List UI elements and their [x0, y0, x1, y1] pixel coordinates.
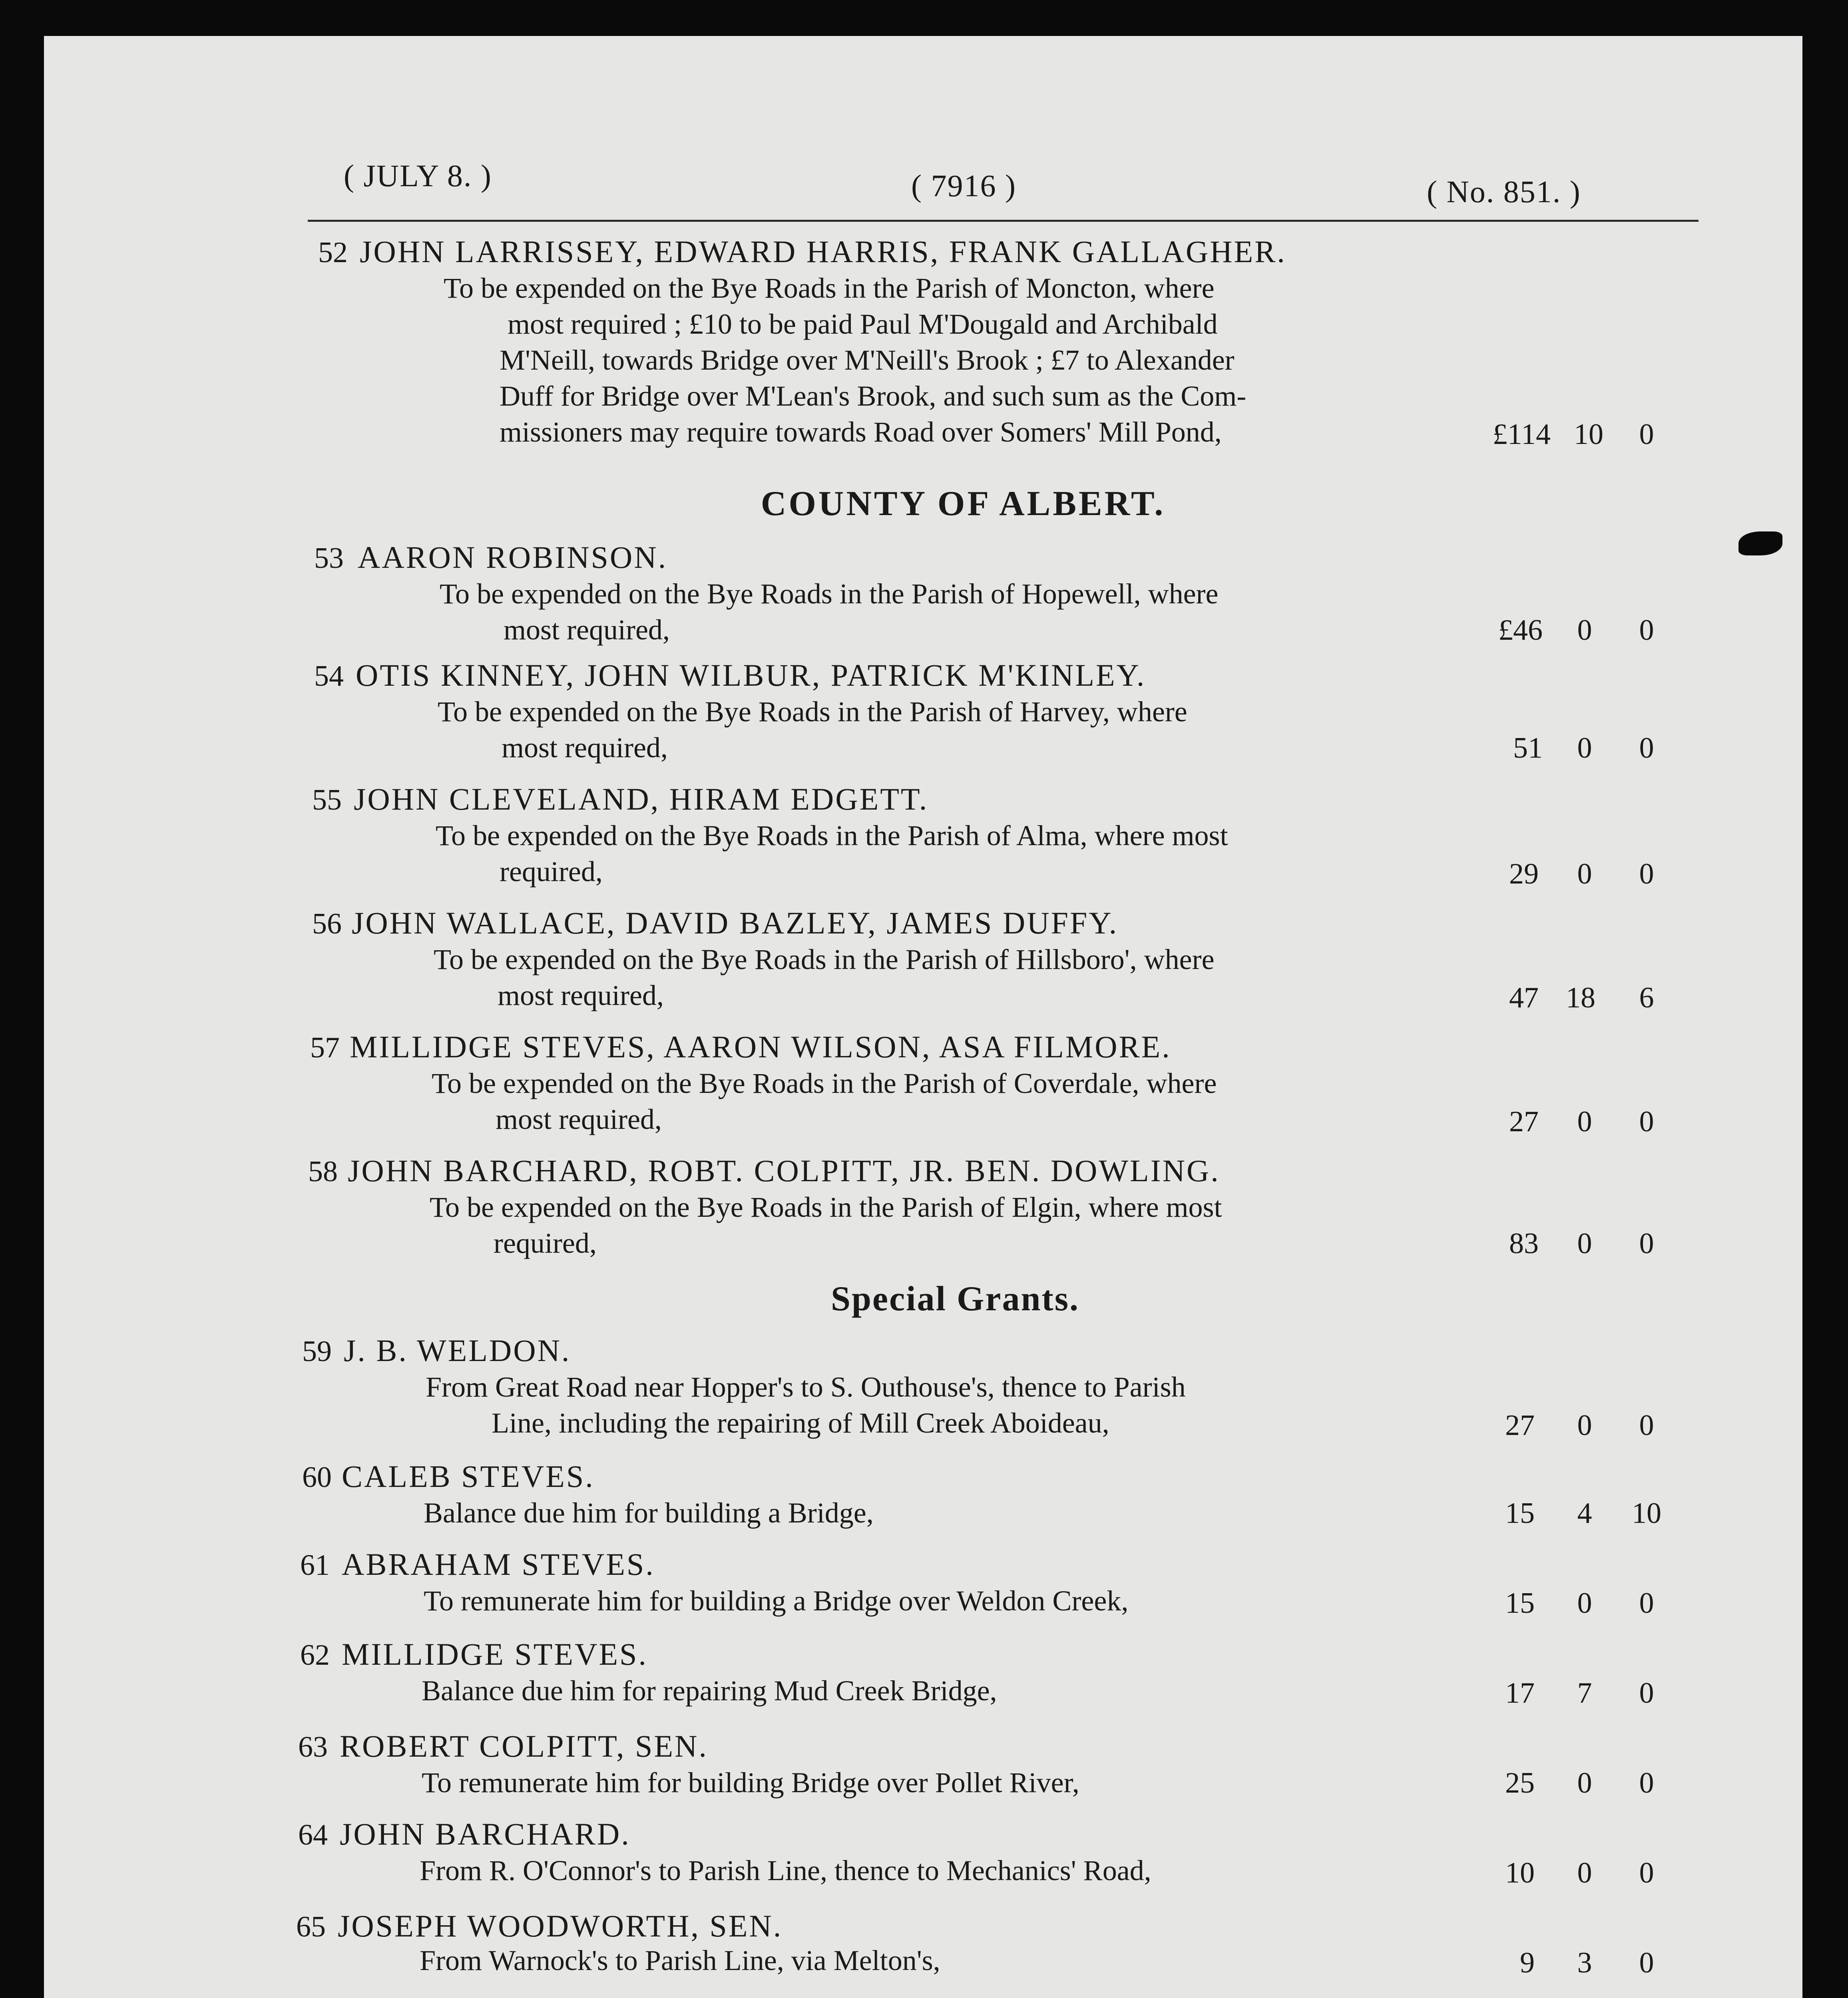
entry-description-line: Balance due him for building a Bridge,: [424, 1497, 874, 1529]
entry-description-line: Duff for Bridge over M'Lean's Brook, and such sum as the Com-: [500, 380, 1247, 412]
gazette-page: [44, 36, 1802, 1998]
entry-number: 52: [318, 236, 348, 269]
entry-description-line: required,: [500, 856, 603, 888]
entry-number: 59: [302, 1335, 332, 1368]
amount-pence: 0: [1639, 1409, 1654, 1442]
amount-pence: 0: [1639, 1227, 1654, 1260]
amount-pounds: £46: [1498, 614, 1543, 647]
entry-number: 57: [310, 1031, 340, 1064]
amount-pounds: 51: [1513, 732, 1543, 764]
entry-description-line: To remunerate him for building Bridge over Pollet River,: [422, 1767, 1079, 1799]
entry-description-line: To be expended on the Bye Roads in the Parish of Alma, where most: [436, 820, 1228, 852]
entry-names: JOHN LARRISSEY, EDWARD HARRIS, FRANK GALLAGHER.: [360, 234, 1286, 269]
amount-pence: 0: [1639, 1857, 1654, 1889]
amount-shillings: 0: [1577, 1767, 1592, 1799]
entry-description-line: To be expended on the Bye Roads in the Parish of Hillsboro', where: [434, 943, 1215, 975]
amount-shillings: 3: [1577, 1946, 1592, 1979]
amount-pounds: 83: [1509, 1227, 1539, 1260]
amount-shillings: 0: [1577, 858, 1592, 890]
entry-names: ABRAHAM STEVES.: [342, 1547, 655, 1582]
entry-description-line: most required,: [498, 979, 664, 1011]
entry-description-line: Balance due him for repairing Mud Creek Bridge,: [422, 1675, 997, 1707]
entry-names: AARON ROBINSON.: [358, 540, 668, 575]
entry-names: JOHN BARCHARD, ROBT. COLPITT, JR. BEN. DOWLING.: [348, 1153, 1220, 1188]
amount-pence: 0: [1639, 1677, 1654, 1709]
entry-number: 53: [314, 542, 344, 575]
amount-pounds: 27: [1509, 1105, 1539, 1138]
entry-names: JOHN CLEVELAND, HIRAM EDGETT.: [354, 782, 929, 816]
entry-description-line: To be expended on the Bye Roads in the Parish of Hopewell, where: [440, 578, 1219, 610]
entry-description-line: To be expended on the Bye Roads in the Parish of Elgin, where most: [430, 1191, 1222, 1223]
amount-pounds: 27: [1505, 1409, 1535, 1442]
entry-names: MILLIDGE STEVES.: [342, 1637, 648, 1672]
amount-shillings: 0: [1577, 1587, 1592, 1620]
amount-pence: 0: [1639, 418, 1654, 451]
header-rule: [308, 220, 1699, 222]
entry-description-line: most required,: [502, 732, 668, 764]
amount-pence: 10: [1632, 1497, 1661, 1530]
margin-punch-mark: [1738, 531, 1782, 555]
entry-names: JOSEPH WOODWORTH, SEN.: [338, 1908, 783, 1943]
entry-description-line: missioners may require towards Road over Somers' Mill Pond,: [500, 416, 1222, 448]
entry-number: 55: [312, 784, 342, 816]
entry-names: JOHN WALLACE, DAVID BAZLEY, JAMES DUFFY.: [352, 905, 1119, 940]
amount-shillings: 10: [1574, 418, 1603, 451]
header-page-number: ( 7916 ): [911, 168, 1016, 203]
entry-description-line: required,: [494, 1227, 597, 1259]
amount-pounds: 25: [1505, 1767, 1535, 1799]
entry-names: JOHN BARCHARD.: [340, 1817, 631, 1851]
amount-pence: 6: [1639, 981, 1654, 1014]
entry-description-line: most required,: [496, 1103, 662, 1135]
amount-shillings: 4: [1577, 1497, 1592, 1530]
header-date: ( JULY 8. ): [344, 158, 492, 193]
entry-names: MILLIDGE STEVES, AARON WILSON, ASA FILMORE.: [350, 1029, 1171, 1064]
amount-shillings: 0: [1577, 614, 1592, 647]
entry-description-line: To be expended on the Bye Roads in the Parish of Coverdale, where: [432, 1067, 1217, 1099]
entry-number: 65: [296, 1910, 326, 1943]
amount-pence: 0: [1639, 1946, 1654, 1979]
amount-pounds: 15: [1505, 1497, 1535, 1530]
amount-shillings: 0: [1577, 1409, 1592, 1442]
entry-names: J. B. WELDON.: [344, 1333, 571, 1368]
entry-number: 64: [298, 1819, 328, 1851]
amount-pounds: 15: [1505, 1587, 1535, 1620]
amount-pence: 0: [1639, 1105, 1654, 1138]
amount-pounds: 17: [1505, 1677, 1535, 1709]
entry-description-line: From Warnock's to Parish Line, via Melton's,: [420, 1944, 940, 1976]
entry-description-line: To be expended on the Bye Roads in the Parish of Moncton, where: [444, 272, 1215, 304]
entry-description-line: most required ; £10 to be paid Paul M'Dougald and Archibald: [508, 308, 1218, 340]
amount-shillings: 0: [1577, 1857, 1592, 1889]
entry-description-line: From R. O'Connor's to Parish Line, thence to Mechanics' Road,: [420, 1855, 1151, 1887]
entry-number: 63: [298, 1731, 328, 1763]
entry-number: 56: [312, 907, 342, 940]
amount-pounds: 29: [1509, 858, 1539, 890]
entry-description-line: Line, including the repairing of Mill Creek Aboideau,: [492, 1407, 1109, 1439]
amount-shillings: 0: [1577, 1227, 1592, 1260]
entry-number: 61: [300, 1549, 330, 1582]
amount-pounds: 9: [1520, 1946, 1535, 1979]
amount-shillings: 18: [1566, 981, 1595, 1014]
entry-description-line: M'Neill, towards Bridge over M'Neill's Brook ; £7 to Alexander: [500, 344, 1235, 376]
entry-names: CALEB STEVES.: [342, 1459, 595, 1494]
amount-pence: 0: [1639, 614, 1654, 647]
section-heading-albert: COUNTY OF ALBERT.: [761, 484, 1166, 523]
amount-shillings: 0: [1577, 732, 1592, 764]
entry-number: 54: [314, 660, 344, 693]
entry-names: OTIS KINNEY, JOHN WILBUR, PATRICK M'KINLEY.: [356, 658, 1146, 693]
amount-pence: 0: [1639, 858, 1654, 890]
amount-shillings: 7: [1577, 1677, 1592, 1709]
entry-number: 60: [302, 1461, 332, 1494]
amount-shillings: 0: [1577, 1105, 1592, 1138]
amount-pence: 0: [1639, 732, 1654, 764]
entry-description-line: most required,: [504, 614, 670, 646]
entry-description-line: From Great Road near Hopper's to S. Outhouse's, thence to Parish: [426, 1371, 1186, 1403]
amount-pounds: £114: [1492, 418, 1551, 451]
entry-description-line: To be expended on the Bye Roads in the Parish of Harvey, where: [438, 696, 1187, 728]
header-issue-number: ( No. 851. ): [1427, 174, 1581, 209]
entry-description-line: To remunerate him for building a Bridge over Weldon Creek,: [424, 1585, 1129, 1617]
amount-pounds: 47: [1509, 981, 1539, 1014]
amount-pence: 0: [1639, 1767, 1654, 1799]
entry-names: ROBERT COLPITT, SEN.: [340, 1729, 708, 1763]
section-heading-special-grants: Special Grants.: [831, 1280, 1079, 1318]
amount-pounds: 10: [1505, 1857, 1535, 1889]
amount-pence: 0: [1639, 1587, 1654, 1620]
entry-number: 62: [300, 1639, 330, 1672]
entry-number: 58: [308, 1155, 338, 1188]
